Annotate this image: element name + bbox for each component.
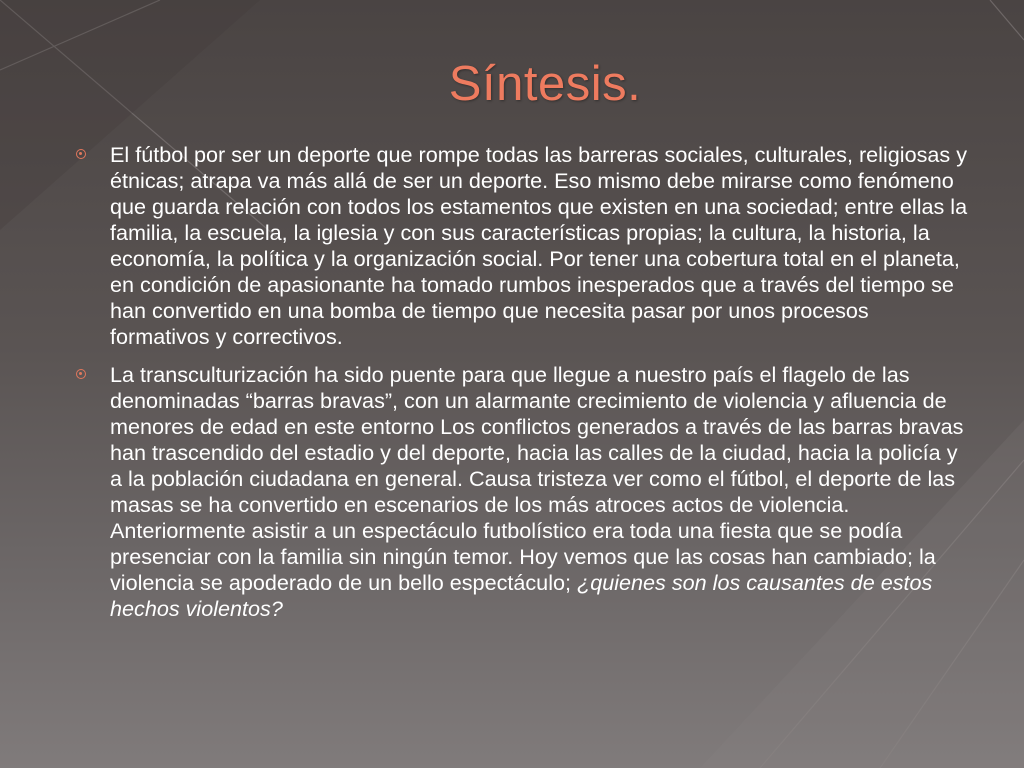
slide-title: Síntesis. — [448, 57, 642, 111]
bullet-list — [72, 142, 972, 634]
bullet-text: La transculturización ha sido puente para que llegue a nuestro país el flagelo de las denominadas “barras bravas”, con un alarmante crecimiento de violencia y afluencia de menores de edad en este entorno Los conflictos generados a través de las barras bravas han trascendido del estadio y del deporte, hacia las calles de la ciudad, hacia la policía y a la población ciudadana en general. Causa tristeza ver como el fútbol, el deporte de las masas se ha convertido en escenarios de los más atroces actos de violencia. Anteriormente asistir a un espectáculo futbolístico era toda una fiesta que se podía presenciar con la familia sin ningún temor. Hoy vemos que las cosas han cambiado; la violencia se apoderado de un bello espectáculo; — [110, 362, 964, 595]
circle-bullet-icon — [76, 149, 86, 159]
circle-bullet-icon — [76, 369, 86, 379]
bullet-text: El fútbol por ser un deporte que rompe todas las barreras sociales, culturales, religiosas y étnicas; atrapa va más allá de ser un deporte. Eso mismo debe mirarse como fenómeno que guarda relación con todos los estamentos que existen en una sociedad; entre ellas la familia, la escuela, la iglesia y con sus características propias; la cultura, la historia, la economía, la política y la organización social. Por tener una cobertura total en el planeta, en condición de apasionante ha tomado rumbos inesperados que a través del tiempo se han convertido en una bomba de tiempo que necesita pasar por unos procesos formativos y correctivos. — [110, 142, 968, 349]
bullet-question-text: ¿quienes son los causantes de estos hechos violentos? — [110, 570, 933, 621]
bullet-item — [72, 362, 972, 622]
bullet-item — [72, 142, 972, 350]
